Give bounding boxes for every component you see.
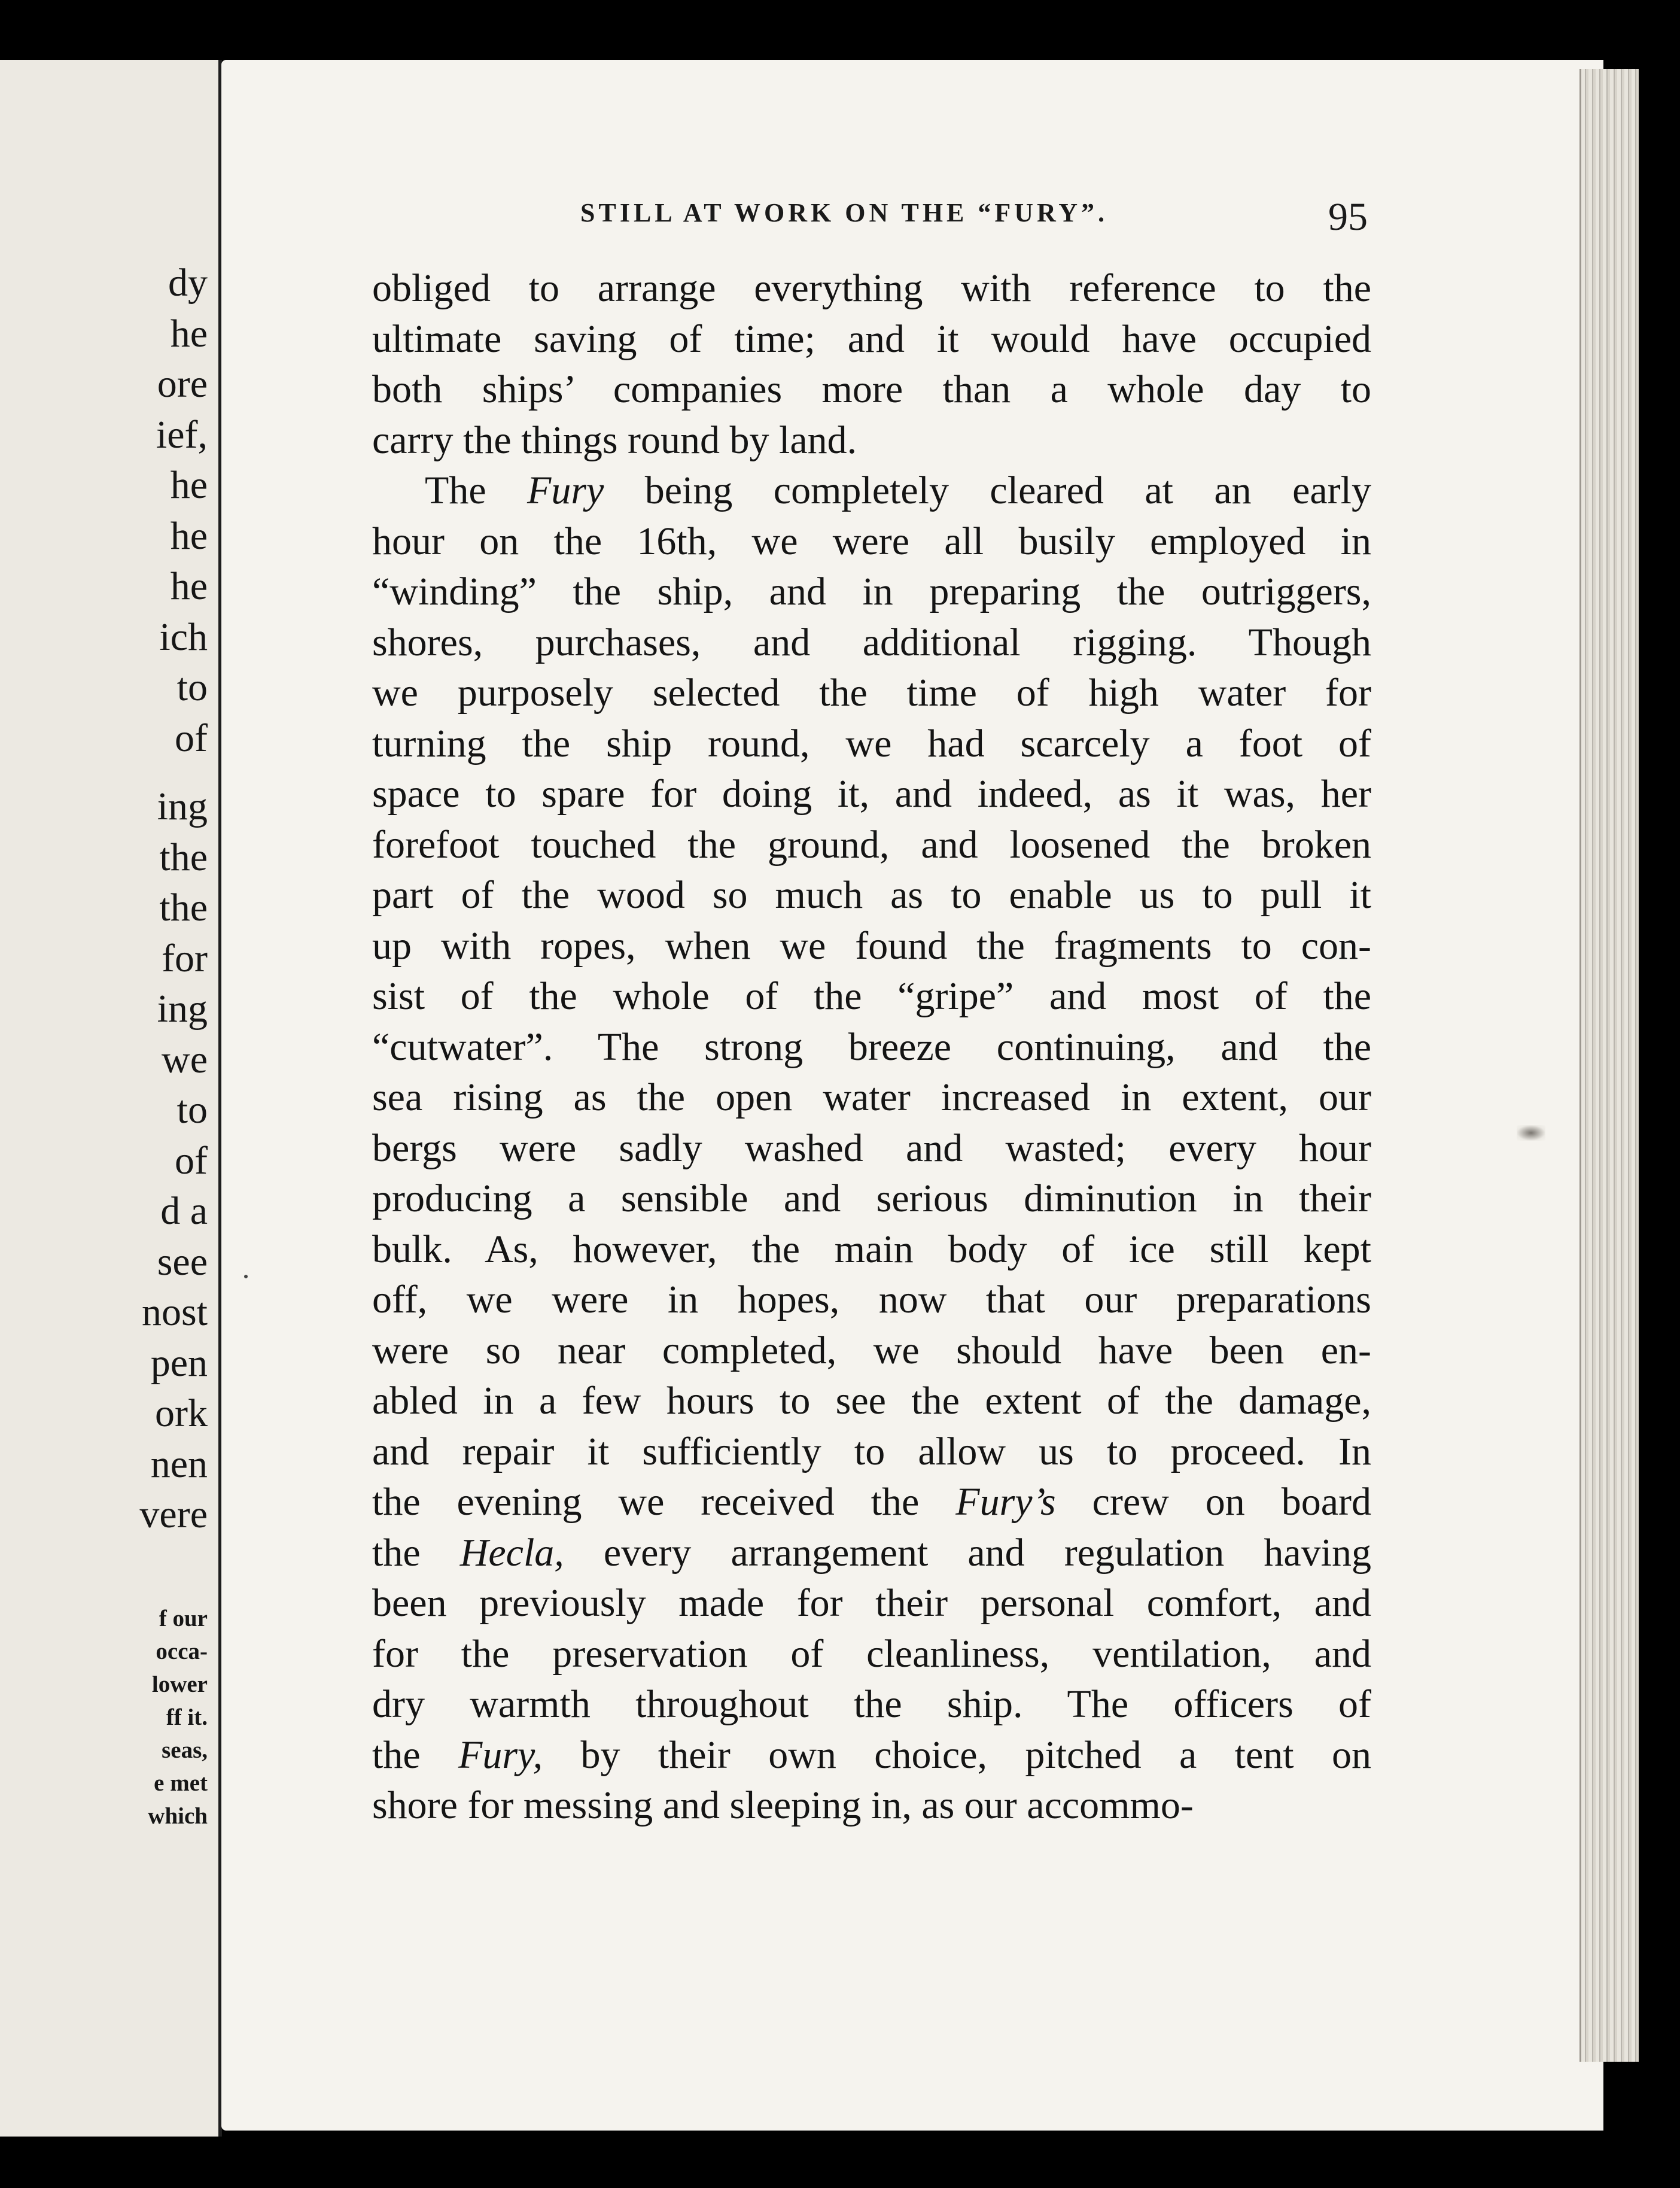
text-line: carry the things round by land. <box>372 418 857 462</box>
text-line: shore for messing and sleeping in, as our accommo- <box>372 1783 1194 1827</box>
facing-page-line: the <box>159 886 208 929</box>
facing-page-line: ief, <box>156 412 208 457</box>
text-line: and repair it sufficiently to allow us to proceed. In <box>372 1429 1371 1473</box>
text-line: “cutwater”. The strong breeze continuing, and the <box>372 1025 1371 1069</box>
facing-page-line: d a <box>160 1189 208 1233</box>
text-line: The Fury being completely cleared at an early <box>425 469 1371 512</box>
text-line: were so near completed, we should have been en- <box>372 1328 1371 1372</box>
text-line: dry warmth throughout the ship. The officers of <box>372 1682 1371 1726</box>
text-line: hour on the 16th, we were all busily employed in <box>372 519 1371 563</box>
facing-page-line: nost <box>141 1290 208 1334</box>
facing-page-line: vere <box>139 1493 208 1536</box>
facing-page-line: ing <box>157 987 208 1031</box>
page-number: 95 <box>1328 195 1368 239</box>
text-line: been previously made for their personal comfort, and <box>372 1581 1371 1625</box>
text-line: we purposely selected the time of high water for <box>372 671 1371 715</box>
facing-page-footnote-line: lower <box>151 1672 208 1697</box>
text-line: producing a sensible and serious diminution in their <box>372 1177 1371 1220</box>
text-line: sea rising as the open water increased in extent, our <box>372 1075 1371 1119</box>
facing-page-line: of <box>175 716 208 760</box>
text-line: “winding” the ship, and in preparing the outriggers, <box>372 570 1371 613</box>
text-line: up with ropes, when we found the fragments to con- <box>372 923 1371 968</box>
text-line: abled in a few hours to see the extent of the damage, <box>372 1379 1371 1423</box>
facing-page-line: to <box>176 665 208 709</box>
facing-page-footnote-line: ff it. <box>166 1704 208 1730</box>
facing-page-line: to <box>176 1088 208 1132</box>
text-line: forefoot touched the ground, and loosened the broken <box>372 822 1371 867</box>
text-line: bergs were sadly washed and wasted; every hour <box>372 1126 1371 1170</box>
facing-page-line: we <box>162 1037 208 1081</box>
text-line: sist of the whole of the “gripe” and most of the <box>372 974 1371 1018</box>
facing-page-line: dy <box>168 261 208 305</box>
facing-page-footnote-line: e met <box>154 1770 208 1796</box>
text-line: shores, purchases, and additional rigging. Though <box>372 620 1371 664</box>
facing-page-line: pen <box>150 1341 208 1385</box>
facing-page-footnote-line: seas, <box>162 1737 208 1763</box>
facing-page-line: he <box>170 564 208 608</box>
facing-page-footnote-line: occa- <box>156 1639 208 1664</box>
facing-page-footnote-line: which <box>148 1803 208 1829</box>
facing-page-line: ich <box>159 615 208 659</box>
facing-page-edge <box>0 60 222 2137</box>
facing-page-line: see <box>157 1239 208 1284</box>
text-line: the Fury, by their own choice, pitched a tent on <box>372 1733 1371 1777</box>
facing-page-line: he <box>170 311 208 355</box>
text-line: the Hecla, every arrangement and regulation having <box>372 1530 1371 1575</box>
facing-page-line: ing <box>157 785 208 828</box>
facing-page-line: nen <box>150 1442 208 1486</box>
text-line: obliged to arrange everything with reference to the <box>372 266 1371 310</box>
ink-speck <box>244 1275 248 1278</box>
text-line: both ships’ companies more than a whole day to <box>372 367 1371 411</box>
facing-page-line: ork <box>155 1391 208 1435</box>
facing-page-line: ore <box>157 362 208 406</box>
text-line: for the preservation of cleanliness, ventilation, and <box>372 1631 1371 1676</box>
body-text <box>372 263 1371 1831</box>
margin-smudge <box>1517 1125 1545 1141</box>
facing-page-line: he <box>170 463 208 507</box>
facing-page-line: the <box>159 835 208 879</box>
text-line: bulk. As, however, the main body of ice still kept <box>372 1227 1371 1271</box>
text-line: off, we were in hopes, now that our preparations <box>372 1278 1371 1321</box>
text-line: turning the ship round, we had scarcely a foot of <box>372 721 1371 765</box>
facing-page-line: of <box>175 1138 208 1183</box>
page-block-edge <box>1579 69 1639 2062</box>
text-line: ultimate saving of time; and it would have occupied <box>372 317 1371 361</box>
facing-page-line: for <box>162 936 208 980</box>
facing-page-line: he <box>170 513 208 558</box>
text-line: space to spare for doing it, and indeed, as it was, her <box>372 772 1371 816</box>
facing-page-footnote-line: f our <box>159 1606 208 1631</box>
text-line: part of the wood so much as to enable us to pull it <box>372 873 1371 917</box>
text-line: the evening we received the Fury’s crew on board <box>372 1480 1371 1524</box>
running-head: STILL AT WORK ON THE “FURY”. <box>580 198 1109 227</box>
